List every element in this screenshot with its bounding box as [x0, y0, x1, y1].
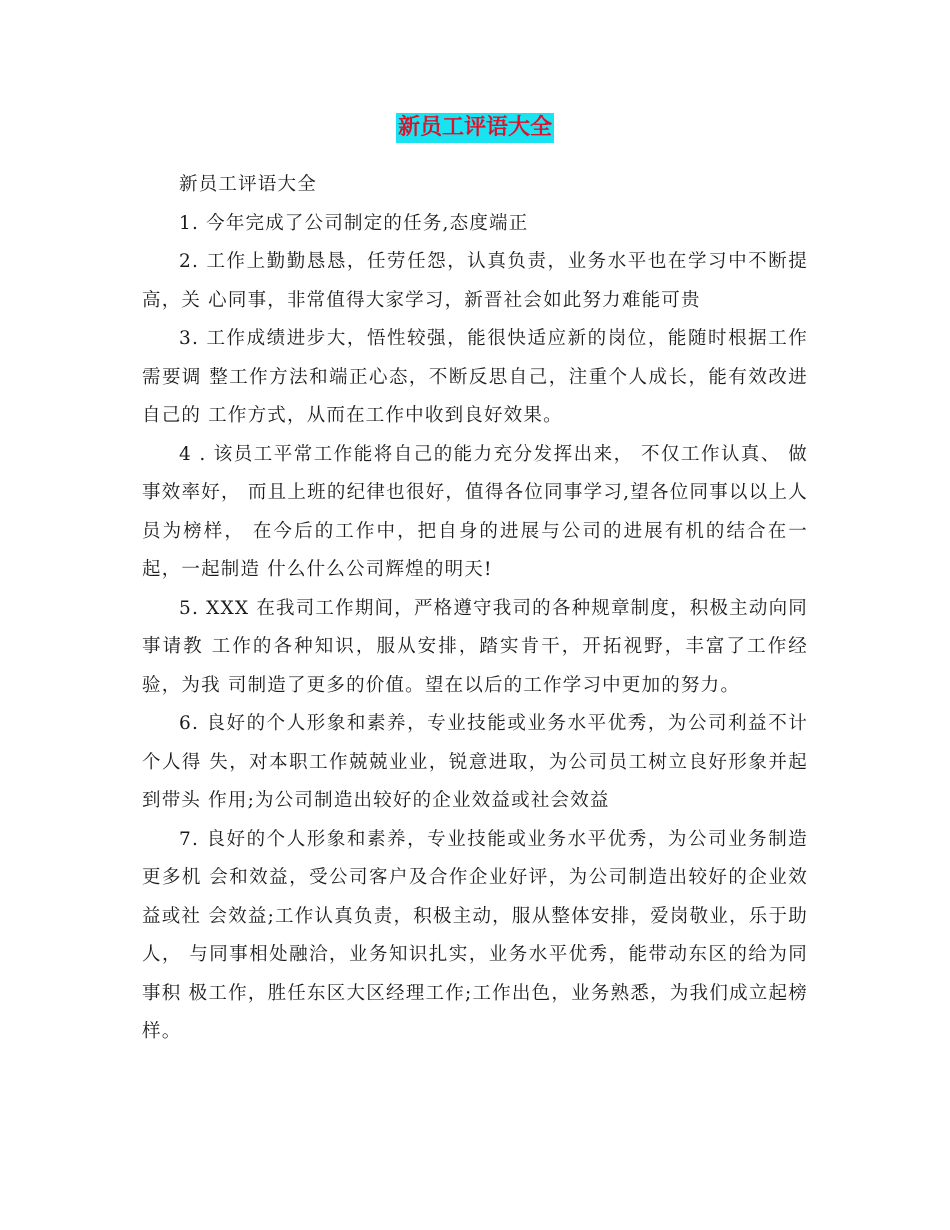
paragraph-item-2: 2. 工作上勤勤恳恳，任劳任怨，认真负责，业务水平也在学习中不断提高，关 心同事，非常值得大家学习，新晋社会如此努力难能可贵 — [142, 251, 808, 311]
paragraph-item-4: 4 . 该员工平常工作能将自己的能力充分发挥出来， 不仅工作认真、 做事效率好， 而且上班的纪律也很好，值得各位同事学习,望各位同事以以上人员为榜样， 在今后的工作中，把自身的进展与公司的进展有机的结合在一起，一起制造 什么什么公司辉煌的明天! — [142, 443, 808, 580]
document-title: 新员工评语大全 — [396, 113, 554, 143]
paragraph-item-1: 1. 今年完成了公司制定的任务,态度端正 — [179, 212, 529, 234]
paragraph-item-3: 3. 工作成绩进步大，悟性较强，能很快适应新的岗位，能随时根据工作需要调 整工作方法和端正心态，不断反思自己，注重个人成长，能有效改进自己的 工作方式，从而在工作中收到良好效果。 — [142, 328, 808, 426]
paragraph-heading: 新员工评语大全 — [179, 174, 317, 195]
paragraph-item-7: 7. 良好的个人形象和素养，专业技能或业务水平优秀，为公司业务制造更多机 会和效益，受公司客户及合作企业好评，为公司制造出较好的企业效益或社 会效益;工作认真负责，积极主动，服从整体安排，爱岗敬业，乐于助人， 与同事相处融洽，业务知识扎实，业务水平优秀，能带动东区的给为同事积 极工作，胜任东区大区经理工作;工作出色，业务熟悉，为我们成立起榜样。 — [142, 828, 808, 1042]
title-container — [0, 113, 950, 143]
paragraph-item-6: 6. 良好的个人形象和素养，专业技能或业务水平优秀，为公司利益不计个人得 失，对本职工作兢兢业业，锐意进取，为公司员工树立良好形象并起到带头 作用;为公司制造出较好的企业效益或社会效益 — [142, 713, 808, 811]
document-body — [142, 166, 808, 1052]
paragraph-item-5: 5. XXX 在我司工作期间，严格遵守我司的各种规章制度，积极主动向同事请教 工作的各种知识，服从安排，踏实肯干，开拓视野，丰富了工作经验，为我 司制造了更多的价值。望在以后的工作学习中更加的努力。 — [142, 597, 808, 696]
